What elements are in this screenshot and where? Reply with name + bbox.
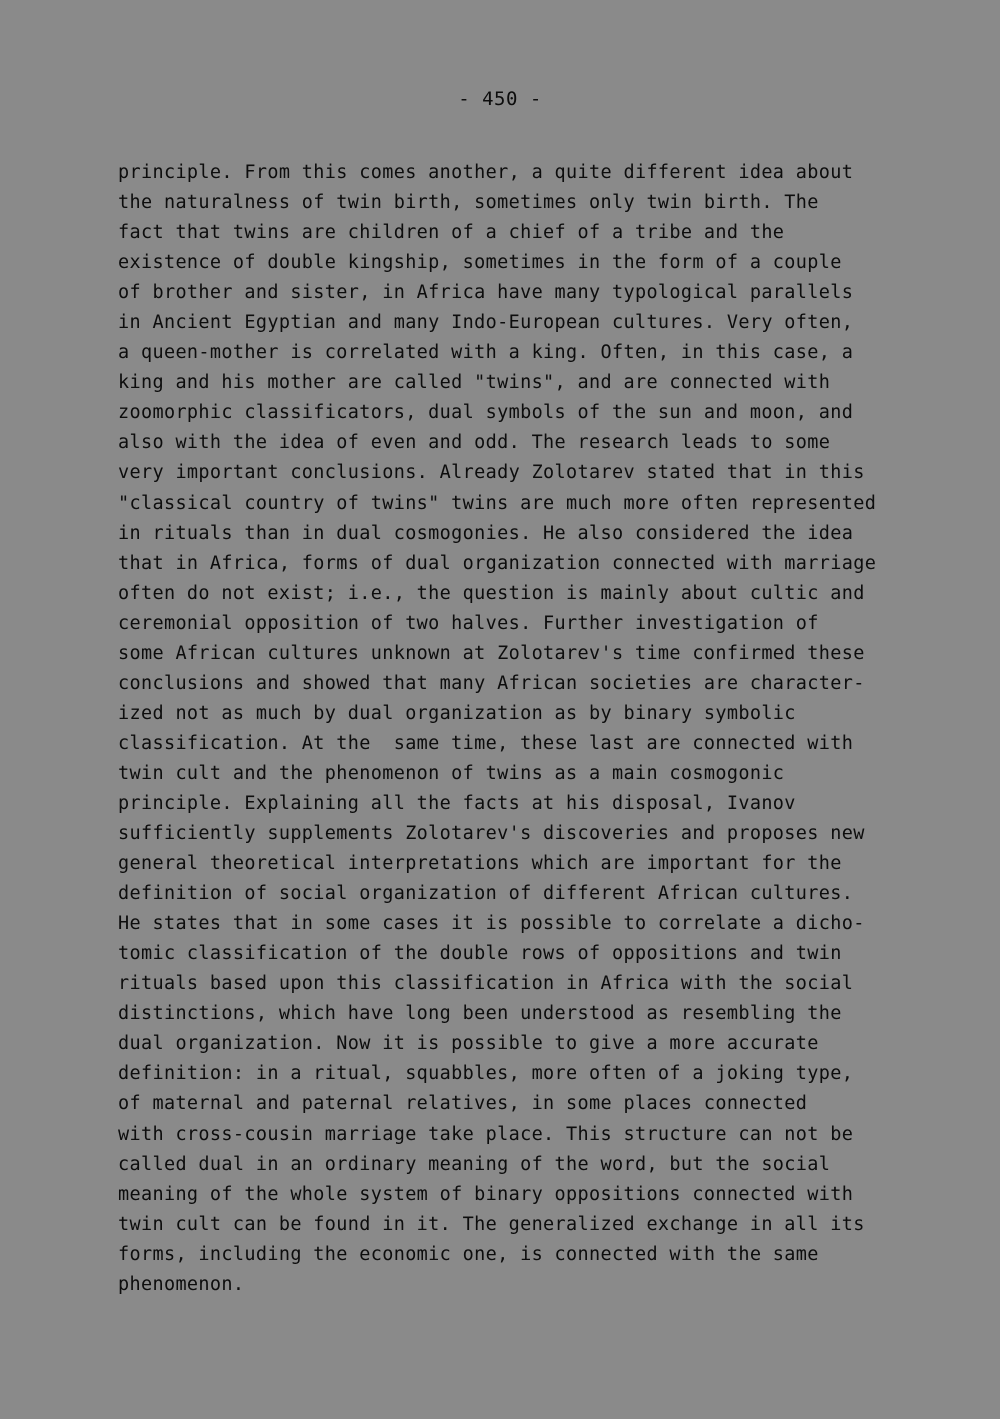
page-number: - 450 - [458, 88, 542, 110]
text-line: phenomenon. [118, 1273, 245, 1295]
body-text [118, 158, 978, 1300]
text-line: rituals based upon this classification in Africa with the social [118, 973, 854, 995]
text-line: also with the idea of even and odd. The research leads to some [118, 432, 831, 454]
text-line: existence of double kingship, sometimes in the form of a couple [118, 252, 842, 274]
text-line: "classical country of twins" twins are much more often represented [118, 492, 877, 514]
text-line: in Ancient Egyptian and many Indo-European cultures. Very often, [118, 312, 854, 334]
text-line: of maternal and paternal relatives, in some places connected [118, 1093, 808, 1115]
text-line: tomic classification of the double rows of oppositions and twin [118, 943, 842, 965]
text-line: twin cult and the phenomenon of twins as a main cosmogonic [118, 762, 785, 784]
text-line: very important conclusions. Already Zolotarev stated that in this [118, 462, 865, 484]
text-line: general theoretical interpretations which are important for the [118, 853, 842, 875]
text-line: of brother and sister, in Africa have many typological parallels [118, 282, 854, 304]
text-line: definition: in a ritual, squabbles, more often of a joking type, [118, 1063, 854, 1085]
text-line: that in Africa, forms of dual organization connected with marriage [118, 552, 877, 574]
text-line: principle. Explaining all the facts at his disposal, Ivanov [118, 792, 796, 814]
text-line: forms, including the economic one, is connected with the same [118, 1243, 819, 1265]
text-line: ized not as much by dual organization as by binary symbolic [118, 702, 796, 724]
text-line: conclusions and showed that many African societies are character- [118, 672, 865, 694]
text-line: with cross-cousin marriage take place. This structure can not be [118, 1123, 854, 1145]
text-line: some African cultures unknown at Zolotarev's time confirmed these [118, 642, 865, 664]
text-line: twin cult can be found in it. The generalized exchange in all its [118, 1213, 865, 1235]
text-line: zoomorphic classificators, dual symbols of the sun and moon, and [118, 402, 854, 424]
text-line: ceremonial opposition of two halves. Further investigation of [118, 612, 819, 634]
text-line: dual organization. Now it is possible to give a more accurate [118, 1033, 819, 1055]
text-line: meaning of the whole system of binary oppositions connected with [118, 1183, 854, 1205]
text-line: called dual in an ordinary meaning of the word, but the social [118, 1153, 831, 1175]
text-line: principle. From this comes another, a quite different idea about [118, 162, 854, 183]
text-line: the naturalness of twin birth, sometimes only twin birth. The [118, 192, 819, 214]
text-line: sufficiently supplements Zolotarev's discoveries and proposes new [118, 823, 865, 845]
text-line: definition of social organization of different African cultures. [118, 883, 854, 905]
text-line: often do not exist; i.e., the question is mainly about cultic and [118, 582, 865, 604]
text-line: king and his mother are called "twins", and are connected with [118, 372, 831, 394]
text-line: classification. At the same time, these last are connected with [118, 732, 854, 754]
text-line: He states that in some cases it is possible to correlate a dicho- [118, 913, 865, 935]
text-line: in rituals than in dual cosmogonies. He also considered the idea [118, 522, 854, 544]
text-line: fact that twins are children of a chief of a tribe and the [118, 222, 785, 244]
text-line: a queen-mother is correlated with a king. Often, in this case, a [118, 342, 854, 364]
text-line: distinctions, which have long been understood as resembling the [118, 1003, 842, 1025]
